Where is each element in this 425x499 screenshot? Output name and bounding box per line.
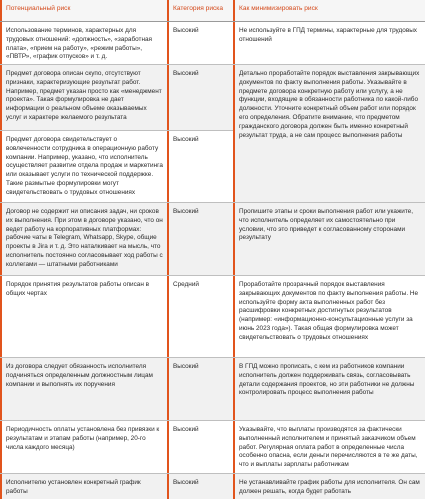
risk-cell: Использование терминов, характерных для трудовых отношений: «должность», «заработная плата», «прием на работу», «режим работы», «ПВТР», «график отпусков» и т. д. <box>0 22 167 64</box>
risk-cell: Из договора следует обязанность исполнителя подчиняться определенным должностным лицам компании и выполнять их поручения <box>0 358 167 420</box>
category-cell: Средний <box>167 276 233 357</box>
mitigation-cell: Детально проработайте порядок выставления закрывающих документов по факту выполнения работы. Указывайте в предмете договора конкретную работу или услугу, а не функции, входящие в обязанности работника по какой-либо должности. Уточните конкретный объем работ или порядок его определения. Обратите внимание, что предметом гражданского договора должен быть именно конкретный результат труда, а не сам процесс выполнения работы <box>233 65 425 202</box>
header-category: Категория риска <box>167 0 233 21</box>
table-row <box>0 276 425 358</box>
table-row <box>0 203 425 276</box>
category-cell: Высокий <box>167 358 233 420</box>
mitigation-cell: Пропишите этапы и сроки выполнения работ или укажите, что исполнитель определяет их самостоятельно при условии, что это приведет к согласованному сторонами результату <box>233 203 425 275</box>
risk-cell: Исполнителю установлен конкретный график работы <box>0 474 167 499</box>
header-mitigation: Как минимизировать риск <box>233 0 425 21</box>
category-cell: Высокий <box>167 65 233 130</box>
category-cell: Высокий <box>167 474 233 499</box>
category-cell: Высокий <box>167 203 233 275</box>
mitigation-cell: Не устанавливайте график работы для исполнителя. Он сам должен решать, когда будет работать <box>233 474 425 499</box>
mitigation-cell: Не используйте в ГПД термины, характерные для трудовых отношений <box>233 22 425 64</box>
risk-cell: Договор не содержит ни описания задач, ни сроков их выполнения. При этом в договоре указано, что он ведет работу на корпоративных платформах: рабочие чаты в Telegram, Whatsapp, Skype, общие проекты в Jira и т. д. Это наталкивает на мысль, что исполнитель постоянно согласовывает ход работы с коллегами — штатными работниками <box>0 203 167 275</box>
category-cell: Высокий <box>167 131 233 202</box>
risk-cell: Предмет договора описан скупо, отсутствуют признаки, характеризующие результат работ. Например, предмет указан просто как «менеджмент проекта». Такая формулировка не дает информации о реальном объеме оказываемых услуг и характере желаемого результата <box>0 65 167 130</box>
mitigation-cell: В ГПД можно прописать, с кем из работников компании исполнитель должен поддерживать связь, согласовывать детали содержания проектов, но эти работники не должны контролировать процесс выполнения работы <box>233 358 425 420</box>
mitigation-cell: Указывайте, что выплаты производятся за фактически выполненный исполнителем и принятый заказчиком объем работ. Регулярная оплата работ в определенные числа особенно опасна, если деньги перечисляются в те же даты, что и выплаты зарплаты работникам <box>233 421 425 473</box>
header-risk: Потенциальный риск <box>0 0 167 21</box>
table-row <box>0 421 425 474</box>
table-row <box>0 474 425 499</box>
category-cell: Высокий <box>167 22 233 64</box>
mitigation-cell: Проработайте прозрачный порядок выставления закрывающих документов по факту выполнения работы. Не используйте форму акта выполненных работ без расшифровки конкретных достигнутых результатов (например: «информационно-консультационные услуги за июнь 2023 года»). Такая общая формулировка может свидетельствовать о трудовых отношениях <box>233 276 425 357</box>
risk-cell: Предмет договора свидетельствует о вовлеченности сотрудника в операционную работу компании. Например, указано, что исполнитель осуществляет развитие отдела продаж и маркетинга или оказывает услуги по технической поддержке. Такие размытые формулировки могут свидетельствовать о трудовых отношениях <box>0 131 167 202</box>
table-row <box>0 22 425 65</box>
table-row <box>0 65 425 139</box>
risk-cell: Порядок принятия результатов работы описан в общих чертах <box>0 276 167 357</box>
risk-cell: Периодичность оплаты установлена без привязки к результатам и этапам работы (например, 20-го числа каждого месяца) <box>0 421 167 473</box>
table-header-row <box>0 0 425 22</box>
table-row <box>0 358 425 421</box>
category-cell: Высокий <box>167 421 233 473</box>
